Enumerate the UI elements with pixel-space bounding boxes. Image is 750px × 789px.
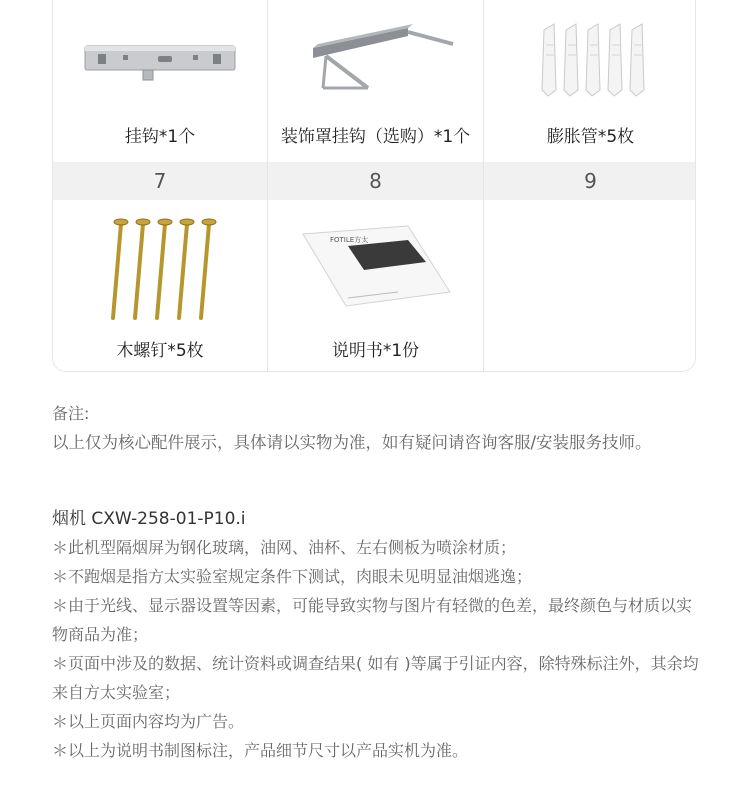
- notes-title: 备注:: [52, 404, 90, 423]
- accessories-grid: [52, 0, 696, 372]
- footnote: ＊此机型隔烟屏为钢化玻璃，油网、油杯、左右侧板为喷涂材质；: [52, 538, 517, 557]
- part-label: 木螺钉*5枚: [116, 341, 204, 361]
- part-manual: [268, 200, 483, 372]
- footnote: ＊不跑烟是指方太实验室规定条件下测试，肉眼未见明显油烟逃逸；: [52, 567, 533, 586]
- part-label: 挂钩*1个: [124, 127, 196, 147]
- part-cover-hook: [268, 0, 483, 162]
- notes-section: [52, 400, 702, 457]
- item-number: 7: [153, 169, 167, 193]
- footnote: ＊由于光线、显示器设置等因素，可能导致实物与图片有轻微的色差，最终颜色与材质以实物商品为准；: [52, 596, 693, 644]
- model-number: 烟机 CXW-258-01-P10.i: [52, 509, 246, 529]
- hook-bracket-image: [53, 0, 267, 110]
- empty-cell: [484, 200, 696, 372]
- footnote: ＊页面中涉及的数据、统计资料或调查结果( 如有 )等属于引证内容，除特殊标注外，其余均来自方太实验室；: [52, 654, 699, 702]
- part-wood-screw: [53, 200, 267, 372]
- part-label: 装饰罩挂钩（选购）*1个: [280, 127, 471, 147]
- item-number: 9: [584, 169, 597, 193]
- wall-anchors-image: [484, 0, 696, 110]
- cover-hook-bracket-image: [268, 0, 483, 110]
- manual-booklet-image: [268, 200, 483, 320]
- notes-text: 以上仅为核心配件展示，具体请以实物为准，如有疑问请咨询客服/安装服务技师。: [52, 433, 652, 452]
- footnote: ＊以上为说明书制图标注，产品细节尺寸以产品实机为准。: [52, 741, 469, 760]
- item-number: 8: [369, 169, 382, 193]
- part-label: 膨胀管*5枚: [546, 127, 635, 147]
- part-hook: [53, 0, 267, 162]
- wood-screws-image: [53, 200, 267, 320]
- footnote: ＊以上页面内容均为广告。: [52, 712, 245, 731]
- manual-brand-text: FOTILE方太: [330, 236, 369, 244]
- part-label: 说明书*1份: [331, 341, 420, 361]
- part-anchor: [484, 0, 696, 162]
